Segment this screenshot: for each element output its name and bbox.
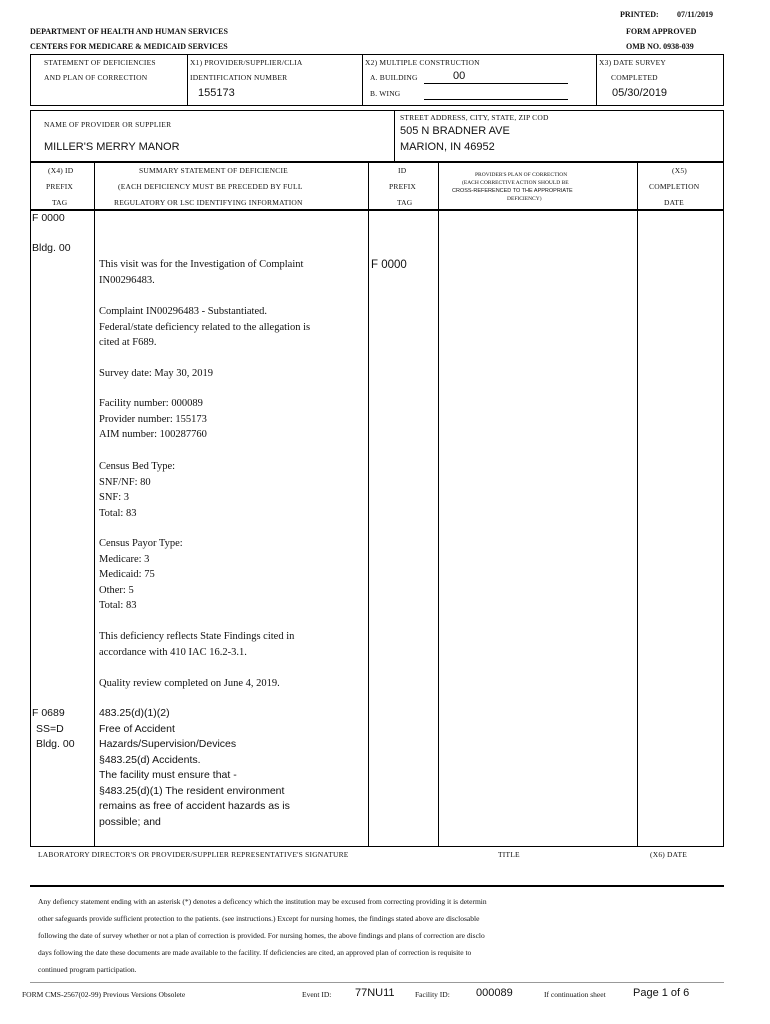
facility-id-label: Facility ID:	[415, 990, 450, 999]
x4-header-3: TAG	[52, 198, 68, 207]
paragraph-facility-numbers: Facility number: 000089 Provider number: 155173 AIM number: 100287760	[99, 398, 207, 440]
name-address-row	[30, 110, 724, 162]
plan-header-2: (EACH CORRECTIVE ACTION SHOULD BE	[462, 180, 569, 186]
street-address-line2: MARION, IN 46952	[400, 141, 495, 153]
date-survey-value: 05/30/2019	[612, 87, 668, 99]
summary-header-3: REGULATORY OR LSC IDENTIFYING INFORMATION	[114, 198, 303, 207]
multiple-construction-label: X2) MULTIPLE CONSTRUCTION	[365, 58, 480, 67]
paragraph-quality-review: Quality review completed on June 4, 2019.	[99, 678, 280, 689]
printed-label: PRINTED:	[620, 10, 659, 19]
provider-name-value: MILLER'S MERRY MANOR	[44, 141, 180, 153]
x5-header-3: DATE	[664, 198, 684, 207]
provider-label-1: X1) PROVIDER/SUPPLIER/CLIA	[190, 58, 303, 67]
id-header-2: PREFIX	[389, 182, 417, 191]
x4-header-2: PREFIX	[46, 182, 74, 191]
department-title: DEPARTMENT OF HEALTH AND HUMAN SERVICES	[30, 27, 228, 36]
building-value: 00	[453, 70, 466, 82]
street-address-line1: 505 N BRADNER AVE	[400, 125, 510, 137]
continuation-sheet-label: If continuation sheet	[544, 990, 606, 999]
street-address-label: STREET ADDRESS, CITY, STATE, ZIP COD	[400, 113, 549, 122]
building-tag-1: Bldg. 00	[32, 242, 71, 254]
provider-name-label: NAME OF PROVIDER OR SUPPLIER	[44, 120, 172, 129]
title-label: TITLE	[498, 850, 520, 859]
prefix-tag-f0689: F 0689 SS=D Bldg. 00	[32, 707, 75, 750]
form-approved: FORM APPROVED	[626, 27, 697, 36]
disclaimer-text: Any defiency statement ending with an asterisk (*) denotes a deficency which the institution may be excused from correcting providing it is determin other safeguards provide sufficient protection to the patients. (see instructions.) Except for nursing homes, the findings stated above are disclosable following the date of survey whether or not a plan of correction is provided. For nursing homes, the above findings and plans of correction are disclo days following the date these documents are made available to the facility. If deficiencies are cited, an approved plan of correction is requisite to continued program participation.	[38, 897, 487, 974]
x5-header-2: COMPLETION	[649, 182, 700, 191]
page-number: Page 1 of 6	[633, 987, 690, 999]
id-header-3: TAG	[397, 198, 413, 207]
omb-number: OMB NO. 0938-039	[626, 42, 694, 51]
paragraph-census-bed: Census Bed Type: SNF/NF: 80 SNF: 3 Total: 83	[99, 461, 176, 519]
id-header-1: ID	[398, 166, 407, 175]
facility-id-value: 000089	[476, 987, 513, 999]
paragraph-complaint: Complaint IN00296483 - Substantiated. Federal/state deficiency related to the allegation is cited at F689.	[99, 306, 311, 348]
printed-date: 07/11/2019	[677, 10, 714, 19]
form-number: FORM CMS-2567(02-99) Previous Versions Obsolete	[22, 990, 186, 999]
paragraph-survey-date: Survey date: May 30, 2019	[99, 368, 214, 379]
x6-date-label: (X6) DATE	[650, 850, 688, 859]
paragraph-state-findings: This deficiency reflects State Findings cited in accordance with 410 IAC 16.2-3.1.	[99, 631, 295, 658]
plan-header-3: CROSS-REFERENCED TO THE APPROPRIATE	[452, 188, 573, 194]
building-label: A. BUILDING	[370, 73, 418, 82]
x4-header-1: (X4) ID	[48, 166, 74, 175]
x5-header-1: (X5)	[672, 166, 687, 175]
prefix-tag-f0000: F 0000	[32, 212, 65, 224]
provider-id-value: 155173	[198, 87, 235, 99]
plan-header-4: DEFICIENCY)	[507, 196, 542, 202]
id-prefix-tag-f0000: F 0000	[371, 259, 407, 271]
summary-header-2: (EACH DEFICIENCY MUST BE PRECEDED BY FULL	[118, 182, 303, 191]
statement-label-1: STATEMENT OF DEFICIENCIES	[44, 58, 156, 67]
paragraph-visit: This visit was for the Investigation of Complaint IN00296483.	[99, 259, 304, 286]
provider-label-2: IDENTIFICATION NUMBER	[190, 73, 288, 82]
date-survey-label-2: COMPLETED	[611, 73, 658, 82]
paragraph-census-payor: Census Payor Type: Medicare: 3 Medicaid: 75 Other: 5 Total: 83	[99, 538, 183, 611]
statement-label-2: AND PLAN OF CORRECTION	[44, 73, 148, 82]
wing-label: B. WING	[370, 89, 401, 98]
event-id-label: Event ID:	[302, 990, 332, 999]
signature-label: LABORATORY DIRECTOR'S OR PROVIDER/SUPPLIER REPRESENTATIVE'S SIGNATURE	[38, 850, 349, 859]
date-survey-label-1: X3) DATE SURVEY	[599, 58, 666, 67]
event-id-value: 77NU11	[355, 987, 395, 999]
centers-title: CENTERS FOR MEDICARE & MEDICAID SERVICES	[30, 42, 228, 51]
summary-header-1: SUMMARY STATEMENT OF DEFICIENCIE	[139, 166, 288, 175]
paragraph-regulation-f689: 483.25(d)(1)(2) Free of Accident Hazards/Supervision/Devices §483.25(d) Accidents. The facility must ensure that - §483.25(d)(1) The resident environment remains as free of accident hazards as is possible; and	[99, 707, 290, 828]
plan-header-1: PROVIDER'S PLAN OF CORRECTION	[475, 172, 568, 178]
